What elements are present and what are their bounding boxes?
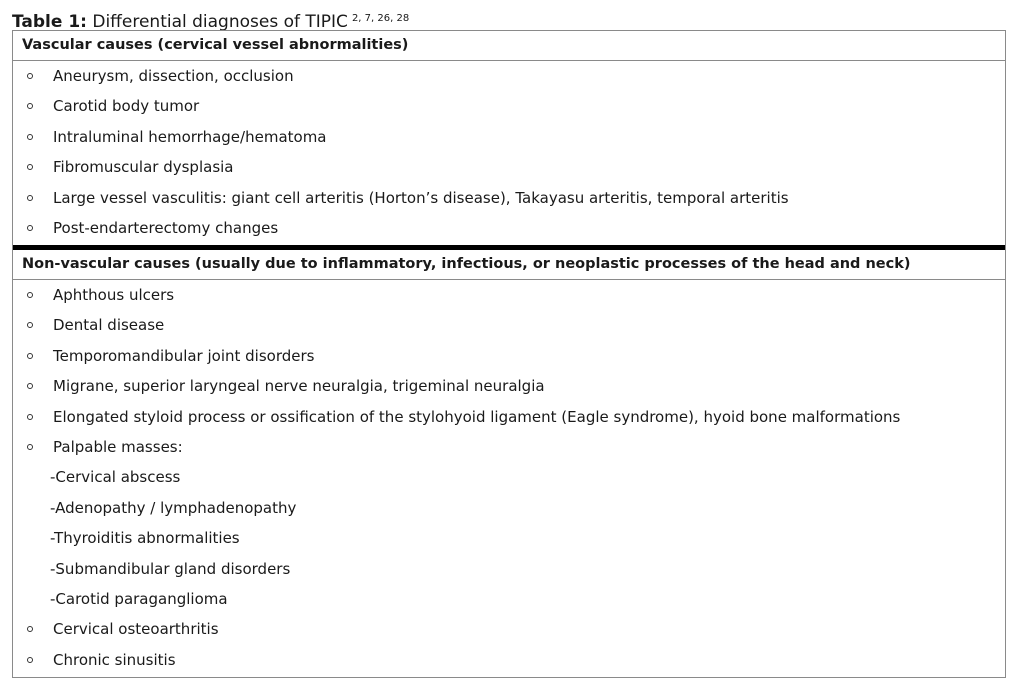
list-item [13,341,1005,371]
list-item [13,645,1005,675]
list-item-text: Temporomandibular joint disorders [53,346,315,365]
list-item-text: -Thyroiditis abnormalities [50,529,240,548]
list-item-text: Palpable masses: [53,437,183,456]
hollow-circle-bullet-icon [27,383,33,389]
list-item [13,183,1005,213]
hollow-circle-bullet-icon [27,195,33,201]
differential-diagnoses-table [12,30,1006,678]
caption-label: Table 1: [12,12,87,32]
list-item [13,122,1005,152]
list-item [13,213,1005,243]
list-item-text: -Cervical abscess [50,468,181,487]
list-item [13,280,1005,310]
hollow-circle-bullet-icon [27,73,33,79]
hollow-circle-bullet-icon [27,626,33,632]
section-vascular-list [13,61,1005,245]
hollow-circle-bullet-icon [27,292,33,298]
section-header-vascular: Vascular causes (cervical vessel abnormalities) [13,31,1005,61]
list-item-text: Cervical osteoarthritis [53,620,219,639]
section-header-non-vascular: Non-vascular causes (usually due to inflammatory, infectious, or neoplastic processes of the head and neck) [13,245,1005,280]
list-item [13,61,1005,91]
table-caption [12,7,409,31]
hollow-circle-bullet-icon [27,164,33,170]
list-item [13,493,1005,523]
hollow-circle-bullet-icon [27,414,33,420]
hollow-circle-bullet-icon [27,134,33,140]
list-item [13,462,1005,492]
caption-title: Differential diagnoses of TIPIC [92,12,348,32]
list-item [13,554,1005,584]
list-item-text: -Carotid paraganglioma [50,589,228,608]
list-item-text: Aneurysm, dissection, occlusion [53,67,294,85]
list-item-text: Carotid body tumor [53,97,200,116]
hollow-circle-bullet-icon [27,103,33,109]
list-item [13,584,1005,614]
list-item-text: Intraluminal hemorrhage/hematoma [53,127,327,146]
list-item [13,432,1005,462]
list-item-text: -Adenopathy / lymphadenopathy [50,498,297,517]
list-item-text: Post-endarterectomy changes [53,218,279,237]
list-item [13,91,1005,121]
list-item-text: -Submandibular gland disorders [50,559,291,578]
list-item [13,523,1005,553]
list-item [13,402,1005,432]
list-item-text: Elongated styloid process or ossification of the stylohyoid ligament (Eagle syndrome), hyoid bone malformations [53,407,901,426]
list-item-text: Aphthous ulcers [53,286,175,304]
hollow-circle-bullet-icon [27,322,33,328]
list-item-text: Chronic sinusitis [53,650,176,669]
list-item [13,152,1005,182]
section-non-vascular-list [13,280,1005,675]
hollow-circle-bullet-icon [27,444,33,450]
list-item-text: Migrane, superior laryngeal nerve neuralgia, trigeminal neuralgia [53,377,545,396]
hollow-circle-bullet-icon [27,225,33,231]
list-item-text: Fibromuscular dysplasia [53,158,234,177]
list-item [13,614,1005,644]
list-item [13,310,1005,340]
hollow-circle-bullet-icon [27,353,33,359]
list-item [13,371,1005,401]
caption-references: 2, 7, 26, 28 [351,13,410,24]
list-item-text: Dental disease [53,316,165,335]
hollow-circle-bullet-icon [27,657,33,663]
list-item-text: Large vessel vasculitis: giant cell arteritis (Horton’s disease), Takayasu arteritis, temporal arteritis [53,188,789,207]
